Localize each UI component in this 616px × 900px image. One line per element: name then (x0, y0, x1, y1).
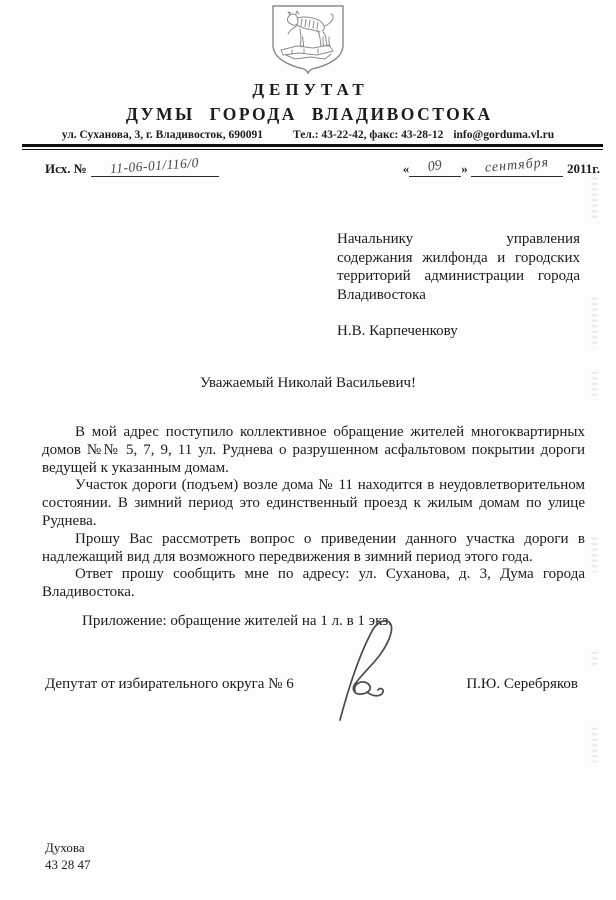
date-quote-close: » (461, 161, 468, 176)
date-month-blank (471, 155, 563, 177)
letterhead-contact-row (0, 129, 616, 141)
addressee-line: Владивостока (337, 287, 426, 304)
addressee-line: содержания жилфонда и городских (337, 249, 580, 266)
handwritten-signature (315, 614, 415, 724)
executor-phone: 43 28 47 (45, 856, 91, 872)
addressee-block (337, 230, 580, 341)
org-title-line1: ДЕПУТАТ (252, 80, 369, 99)
executor-name: Духова (45, 840, 85, 855)
attachment-line: Приложение: обращение жителей на 1 л. в 1 экз. (82, 613, 392, 629)
outgoing-number-handwritten: 11-06-01/116/0 (109, 154, 200, 177)
date-quote-open: « (402, 161, 410, 176)
body-paragraph: В мой адрес поступило коллективное обращение жителей многоквартирных домов №№ 5, 7, 9, 11 ул. Руднева о разрушенном асфальтовом покрытии дороги ведущей к указанным домам. (42, 424, 585, 476)
date-day-handwritten: 09 (427, 158, 444, 175)
letterhead-divider-rule (22, 144, 603, 150)
reference-date-row (45, 154, 600, 183)
date-group (402, 155, 600, 177)
scan-artifact (592, 372, 597, 396)
letterhead-phones (293, 129, 554, 141)
addressee-line: территорий администрации города (337, 268, 580, 285)
executor-block (45, 840, 91, 873)
date-day-blank (409, 159, 461, 177)
addressee-name: Н.В. Карпеченкову (337, 322, 458, 339)
body-paragraph: Прошу Вас рассмотреть вопрос о приведении данного участка дороги в надлежащий вид для возможного передвижения в зимний период этого года. (42, 530, 585, 565)
letterhead-phone-fax: Тел.: 43-22-42, факс: 43-28-12 (293, 129, 444, 141)
deputy-name: П.Ю. Серебряков (466, 676, 578, 692)
outgoing-number-group (45, 154, 219, 177)
scan-artifact (592, 538, 597, 572)
salutation: Уважаемый Николай Васильевич! (199, 375, 417, 391)
outgoing-number-label: Исх. № (45, 161, 87, 176)
outgoing-number-blank (91, 154, 219, 177)
body-paragraph: Ответ прошу сообщить мне по адресу: ул. Суханова, д. 3, Дума города Владивостока. (42, 566, 585, 601)
city-crest-tiger-icon (266, 3, 350, 75)
scan-artifact (592, 728, 597, 762)
letterhead-address: ул. Суханова, 3, г. Владивосток, 690091 (61, 129, 264, 141)
letterhead-email: info@gorduma.vl.ru (453, 129, 555, 141)
date-year: 2011г. (567, 161, 600, 176)
scan-artifact (592, 172, 597, 218)
scan-artifact (592, 298, 597, 348)
date-month-handwritten: сентября (484, 155, 550, 176)
scan-artifact (592, 652, 597, 668)
addressee-line: Начальнику управления (337, 231, 580, 247)
letter-body (42, 424, 585, 602)
org-title-line2: ДУМЫ ГОРОДА ВЛАДИВОСТОКА (125, 104, 493, 124)
body-paragraph: Участок дороги (подъем) возле дома № 11 находится в неудовлетворительном состоянии. В зимний период это единственный проезд к жилым домам по улице Руднева. (42, 477, 585, 529)
signature-row (45, 676, 578, 693)
deputy-position-title: Депутат от избирательного округа № 6 (45, 676, 294, 692)
